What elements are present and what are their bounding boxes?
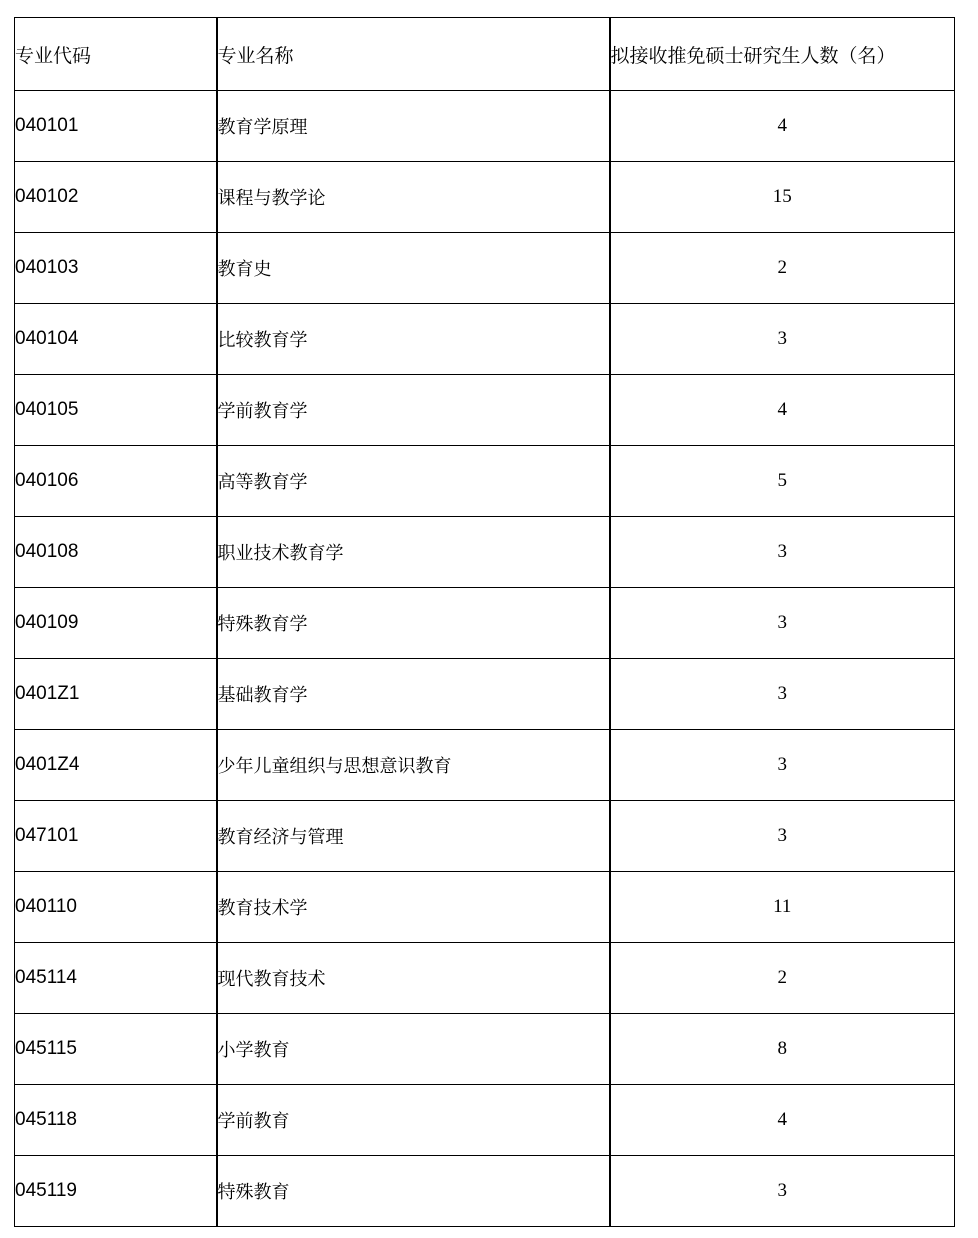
table-row xyxy=(15,304,955,375)
header-code: 专业代码 xyxy=(15,18,217,91)
major-code: 047101 xyxy=(15,801,217,872)
table-row xyxy=(15,588,955,659)
major-name: 教育经济与管理 xyxy=(217,801,610,872)
table-row xyxy=(15,943,955,1014)
table-row xyxy=(15,446,955,517)
quota-table xyxy=(14,17,955,1227)
table-row xyxy=(15,375,955,446)
major-name: 少年儿童组织与思想意识教育 xyxy=(217,730,610,801)
major-name: 特殊教育 xyxy=(217,1156,610,1227)
quota-count: 4 xyxy=(610,1085,955,1156)
quota-count: 3 xyxy=(610,730,955,801)
major-name: 特殊教育学 xyxy=(217,588,610,659)
major-name: 教育技术学 xyxy=(217,872,610,943)
table-header xyxy=(15,18,955,91)
major-code: 040110 xyxy=(15,872,217,943)
table-row xyxy=(15,872,955,943)
major-name: 学前教育 xyxy=(217,1085,610,1156)
major-name: 现代教育技术 xyxy=(217,943,610,1014)
quota-count: 3 xyxy=(610,1156,955,1227)
header-count: 拟接收推免硕士研究生人数（名） xyxy=(610,18,955,91)
quota-count: 3 xyxy=(610,801,955,872)
quota-count: 3 xyxy=(610,588,955,659)
quota-count: 3 xyxy=(610,659,955,730)
major-name: 教育学原理 xyxy=(217,91,610,162)
table-row xyxy=(15,233,955,304)
table-row xyxy=(15,162,955,233)
major-code: 040106 xyxy=(15,446,217,517)
major-name: 小学教育 xyxy=(217,1014,610,1085)
quota-count: 4 xyxy=(610,375,955,446)
quota-count: 3 xyxy=(610,304,955,375)
major-name: 课程与教学论 xyxy=(217,162,610,233)
table-row xyxy=(15,659,955,730)
major-name: 职业技术教育学 xyxy=(217,517,610,588)
quota-count: 3 xyxy=(610,517,955,588)
table-row xyxy=(15,1156,955,1227)
table-row xyxy=(15,517,955,588)
major-code: 040104 xyxy=(15,304,217,375)
quota-count: 4 xyxy=(610,91,955,162)
table-row xyxy=(15,1014,955,1085)
major-name: 基础教育学 xyxy=(217,659,610,730)
table-row xyxy=(15,730,955,801)
header-name: 专业名称 xyxy=(217,18,610,91)
quota-count: 5 xyxy=(610,446,955,517)
major-code: 045119 xyxy=(15,1156,217,1227)
quota-count: 8 xyxy=(610,1014,955,1085)
major-name: 高等教育学 xyxy=(217,446,610,517)
major-code: 040105 xyxy=(15,375,217,446)
major-code: 0401Z4 xyxy=(15,730,217,801)
major-code: 045118 xyxy=(15,1085,217,1156)
table-row xyxy=(15,801,955,872)
table-row xyxy=(15,91,955,162)
major-code: 045115 xyxy=(15,1014,217,1085)
major-code: 0401Z1 xyxy=(15,659,217,730)
major-code: 040102 xyxy=(15,162,217,233)
quota-count: 11 xyxy=(610,872,955,943)
table-body xyxy=(15,91,955,1227)
quota-count: 2 xyxy=(610,943,955,1014)
major-code: 040101 xyxy=(15,91,217,162)
header-row xyxy=(15,18,955,91)
major-name: 比较教育学 xyxy=(217,304,610,375)
major-name: 教育史 xyxy=(217,233,610,304)
major-code: 040103 xyxy=(15,233,217,304)
table-row xyxy=(15,1085,955,1156)
quota-count: 2 xyxy=(610,233,955,304)
major-code: 045114 xyxy=(15,943,217,1014)
quota-count: 15 xyxy=(610,162,955,233)
major-code: 040108 xyxy=(15,517,217,588)
major-code: 040109 xyxy=(15,588,217,659)
major-name: 学前教育学 xyxy=(217,375,610,446)
